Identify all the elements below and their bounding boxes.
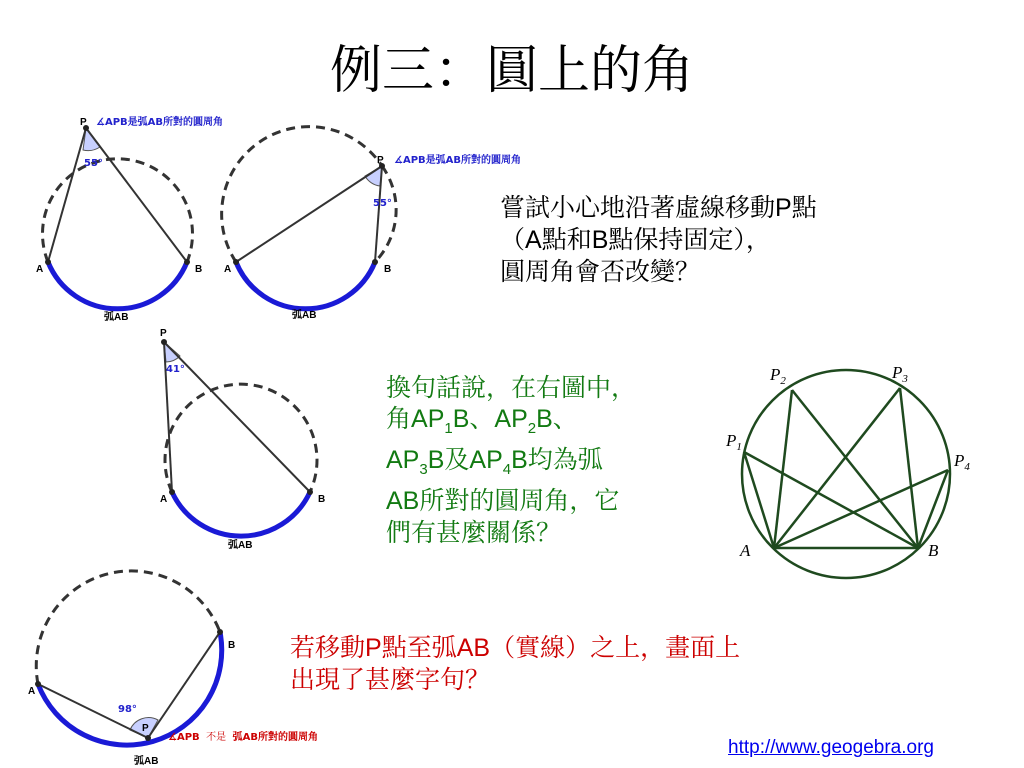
angle-value: 55°	[84, 158, 103, 169]
label-p4-letter: P	[954, 451, 965, 470]
circle-diagram-4	[28, 571, 318, 767]
text: 點保持固定），	[608, 225, 771, 254]
label-p2	[769, 365, 786, 387]
diagram-caption	[168, 730, 318, 743]
text-latin: B	[591, 226, 609, 254]
label-p3	[891, 363, 908, 385]
text: 及	[444, 445, 470, 474]
point-b	[372, 259, 378, 265]
subscript: 4	[502, 461, 512, 478]
text-latin: AB	[386, 487, 420, 515]
chord-p3-b	[900, 388, 918, 548]
label-p3-letter: P	[892, 363, 903, 382]
intro-line-3: 圓周角會否改變？	[500, 257, 701, 286]
text-latin: P	[365, 634, 382, 662]
dashed-arc	[43, 159, 193, 262]
chord-pb	[148, 632, 220, 738]
label-p4	[953, 451, 970, 473]
challenge-line-2: 出現了甚麼字句？	[290, 665, 491, 694]
solid-arc-ab	[236, 262, 375, 309]
chord-p2-b	[792, 390, 918, 548]
text: 嘗試小心地沿著虛線移動	[500, 193, 776, 222]
chord-pa	[48, 128, 86, 262]
arc-label: 弧AB	[292, 310, 317, 321]
diagram-caption: ∡APB是弧AB所對的圓周角	[96, 117, 224, 128]
label-p: P	[80, 117, 87, 128]
label-b: B	[318, 494, 326, 505]
label-b: B	[384, 264, 392, 275]
challenge-line-1	[290, 632, 950, 664]
intro-paragraph	[500, 192, 980, 287]
text: 點和	[541, 225, 592, 254]
text-latin: A	[525, 226, 542, 254]
point-p[interactable]	[145, 735, 151, 741]
subscript: 1	[444, 420, 453, 437]
text-latin: AP	[411, 405, 445, 433]
chord-pa	[236, 166, 382, 262]
label-b: B	[928, 541, 939, 560]
text-latin: B、	[536, 405, 578, 433]
circle-diagram-1	[36, 115, 223, 323]
label-p: P	[142, 723, 149, 734]
point-p[interactable]	[161, 339, 167, 345]
point-a	[233, 259, 239, 265]
question-line-1: 換句話說，在右圖中，	[386, 373, 637, 402]
label-a: A	[36, 264, 44, 275]
label-a: A	[160, 494, 168, 505]
label-p: P	[160, 328, 167, 339]
chords	[744, 388, 948, 548]
angle-value: 98°	[118, 704, 137, 715]
challenge-paragraph	[290, 632, 950, 695]
label-p2-letter: P	[770, 365, 781, 384]
label-p2-sub: 2	[780, 375, 786, 387]
label-p: P	[377, 155, 384, 166]
text-latin: B	[511, 446, 528, 474]
text-latin: B、	[452, 405, 495, 433]
question-line-2	[386, 403, 746, 444]
text: 點至弧	[381, 633, 457, 662]
caption-angle: ∡APB	[168, 732, 200, 743]
point-a	[169, 489, 175, 495]
text: 均為弧	[527, 445, 603, 474]
label-p3-sub: 3	[902, 373, 908, 385]
chord-p3-a	[774, 388, 900, 548]
arc-label: 弧AB	[104, 312, 129, 323]
geogebra-link[interactable]: http://www.geogebra.org	[728, 737, 934, 758]
text: （	[500, 225, 526, 254]
text: 角	[386, 404, 412, 433]
text: 所對的圓周角，它	[419, 486, 620, 515]
question-paragraph	[386, 372, 746, 548]
chord-pb	[164, 342, 310, 492]
text-latin: AP	[469, 446, 503, 474]
question-line-5: 們有甚麼關係？	[386, 518, 562, 547]
point-a	[35, 681, 41, 687]
intro-line-1	[500, 192, 980, 224]
text: 若移動	[290, 633, 366, 662]
inscribed-angles-diagram	[725, 363, 970, 578]
arc-label: 弧AB	[134, 756, 159, 767]
dashed-arc	[36, 571, 220, 684]
point-b	[307, 489, 313, 495]
caption-rest: 弧AB所對的圓周角	[232, 732, 318, 743]
dashed-arc	[222, 127, 382, 262]
label-a: A	[224, 264, 232, 275]
text-latin: P	[775, 194, 792, 222]
page-title: 例三：圓上的角	[329, 41, 694, 101]
text-latin: AP	[494, 405, 528, 433]
point-b	[184, 259, 190, 265]
point-a	[45, 259, 51, 265]
angle-value: 41°	[166, 364, 185, 375]
text-latin: B	[427, 446, 445, 474]
label-b: B	[195, 264, 203, 275]
circle-diagram-2	[222, 127, 521, 321]
text-latin: AB	[456, 634, 491, 662]
circle-diagram-3	[160, 328, 325, 551]
label-a: A	[740, 541, 751, 560]
question-line-4	[386, 485, 746, 517]
label-p1-letter: P	[726, 431, 737, 450]
solid-arc-ab	[48, 262, 187, 309]
intro-line-2	[500, 224, 980, 256]
point-b	[217, 629, 223, 635]
subscript: 2	[527, 420, 537, 437]
text: （實線）之上，畫面上	[490, 633, 741, 662]
question-line-3	[386, 444, 746, 485]
solid-arc-ab	[172, 492, 310, 536]
label-a: A	[28, 686, 36, 697]
text: 點	[791, 193, 817, 222]
subscript: 3	[419, 461, 428, 478]
text-latin: AP	[386, 446, 420, 474]
diagram-caption: ∡APB是弧AB所對的圓周角	[394, 155, 522, 166]
label-b: B	[228, 640, 236, 651]
arc-label: 弧AB	[228, 540, 253, 551]
label-p1-sub: 1	[736, 441, 742, 453]
caption-not: 不是	[206, 732, 227, 743]
label-p4-sub: 4	[964, 461, 970, 473]
angle-value: 55°	[373, 198, 392, 209]
chord-pb	[86, 128, 187, 262]
